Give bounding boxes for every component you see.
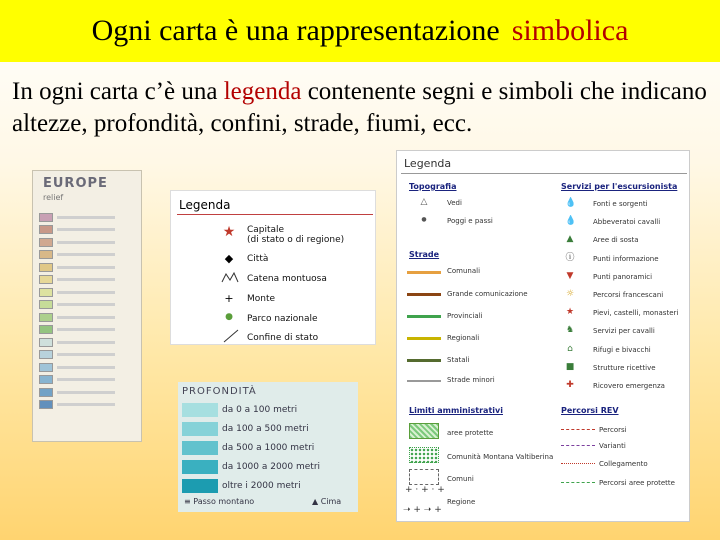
relief-label-placeholder xyxy=(57,341,115,344)
diamond-icon: ◆ xyxy=(224,252,234,265)
legend1-item-capitale xyxy=(247,225,344,245)
road-line-provinciali xyxy=(407,315,441,318)
peak-icon: ▲ xyxy=(312,497,321,506)
limiti-item: Comunità Montana Valtiberina xyxy=(447,453,554,461)
intro-highlight: legenda xyxy=(223,78,302,105)
limiti-item: Comuni xyxy=(447,475,474,483)
relief-label-placeholder xyxy=(57,303,115,306)
strade-item: Comunali xyxy=(447,267,481,275)
peak-label-text: Cima xyxy=(320,497,342,506)
road-line-statali xyxy=(407,359,441,362)
road-line-comunali xyxy=(407,271,441,274)
route-line-varianti xyxy=(561,445,595,446)
europe-subtitle: relief xyxy=(43,193,64,202)
service-icon: 💧 xyxy=(565,198,577,208)
relief-label-placeholder xyxy=(57,391,115,394)
legend2-title: Legenda xyxy=(404,157,452,170)
protected-area-swatch xyxy=(409,423,439,439)
relief-label-placeholder xyxy=(57,253,115,256)
pass-label-text: Passo montano xyxy=(193,497,255,506)
legend1-item-catena: Catena montuosa xyxy=(247,274,327,284)
relief-label-placeholder xyxy=(57,291,115,294)
pass-label xyxy=(184,497,254,506)
depth-row xyxy=(182,402,297,418)
title-main: Ogni carta è una rappresentazione xyxy=(91,14,500,47)
percorsi-item: Percorsi xyxy=(599,426,627,434)
relief-swatch-row xyxy=(39,361,115,374)
relief-swatch xyxy=(39,213,53,222)
relief-label-placeholder xyxy=(57,378,115,381)
legend1-item-monte: Monte xyxy=(247,294,276,304)
dot-icon: ● xyxy=(421,216,427,223)
service-icon: ▼ xyxy=(566,270,574,281)
servizi-item: Punti panoramici xyxy=(593,272,653,281)
depth-label: oltre i 2000 metri xyxy=(222,481,301,491)
relief-swatch-row xyxy=(39,249,115,262)
relief-swatch xyxy=(39,338,53,347)
legend1-divider xyxy=(177,214,373,215)
servizi-heading: Servizi per l'escursionista xyxy=(561,182,678,191)
percorsi-item: Collegamento xyxy=(599,460,648,468)
service-icon: ■ xyxy=(565,361,575,372)
route-line-aree-protette xyxy=(561,482,595,483)
servizi-item: Ricovero emergenza xyxy=(593,382,665,390)
limiti-item: aree protette xyxy=(447,429,494,437)
relief-swatch xyxy=(39,400,53,409)
relief-swatch-row xyxy=(39,336,115,349)
relief-swatch xyxy=(39,275,53,284)
europe-relief-legend xyxy=(32,170,142,442)
depth-swatch xyxy=(182,460,218,474)
relief-swatch-row xyxy=(39,286,115,299)
relief-swatch xyxy=(39,300,53,309)
depth-swatch xyxy=(182,479,218,493)
depth-row xyxy=(182,459,320,475)
depth-swatch xyxy=(182,422,218,436)
relief-swatch-row xyxy=(39,211,115,224)
servizi-item: Aree di sosta xyxy=(593,236,639,245)
depth-row xyxy=(182,440,314,456)
servizi-item: Punti informazione xyxy=(593,254,659,263)
triangle-icon: △ xyxy=(420,197,428,207)
service-icon: ✚ xyxy=(566,380,574,390)
legend1-title: Legenda xyxy=(179,198,231,212)
cross-icon: + xyxy=(224,292,234,305)
servizi-item: Strutture ricettive xyxy=(593,363,656,372)
route-line-percorsi xyxy=(561,429,595,430)
relief-swatch xyxy=(39,375,53,384)
relief-label-placeholder xyxy=(57,228,115,231)
relief-swatch-row xyxy=(39,311,115,324)
relief-swatch xyxy=(39,363,53,372)
title-highlight: simbolica xyxy=(511,14,629,47)
relief-swatch xyxy=(39,313,53,322)
depth-row xyxy=(182,478,301,494)
route-line-collegamento xyxy=(561,463,595,464)
relief-swatch xyxy=(39,250,53,259)
intro-before: In ogni carta c’è una xyxy=(12,78,224,105)
servizi-item: Pievi, castelli, monasteri xyxy=(593,309,679,318)
relief-swatch-row xyxy=(39,349,115,362)
service-icon: ▲ xyxy=(566,234,574,245)
slide-title xyxy=(0,0,720,62)
intro-after: contenente segni e simboli che indicano altezze, profondità, confini, strade, fiumi, ecc. xyxy=(12,78,707,137)
intro-text xyxy=(12,76,712,140)
percorsi-heading: Percorsi REV xyxy=(561,406,619,415)
relief-swatch xyxy=(39,388,53,397)
depth-label: da 1000 a 2000 metri xyxy=(222,462,321,472)
europe-swatch-list xyxy=(39,211,115,411)
limiti-heading: Limiti amministrativi xyxy=(409,406,503,415)
service-icon: ☼ xyxy=(565,289,575,299)
relief-swatch xyxy=(39,263,53,272)
topografia-heading: Topografia xyxy=(409,182,457,191)
boundary-cross-icon: + · + · + xyxy=(405,485,445,495)
depth-row xyxy=(182,421,309,437)
depth-label: da 100 a 500 metri xyxy=(222,424,309,434)
relief-swatch xyxy=(39,288,53,297)
service-icon: ⓘ xyxy=(565,252,575,263)
servizi-item: Rifugi e bivacchi xyxy=(593,345,651,354)
relief-swatch-row xyxy=(39,299,115,312)
relief-label-placeholder xyxy=(57,353,115,356)
service-icon: ⌂ xyxy=(567,343,573,354)
servizi-item: Abbeveratoi cavalli xyxy=(593,218,661,227)
service-icon: 💧 xyxy=(565,216,577,227)
dot-icon: ● xyxy=(225,312,233,322)
mountain-range-icon xyxy=(221,271,239,283)
relief-swatch-row xyxy=(39,399,115,412)
legend1-item-label: Capitale xyxy=(247,225,285,235)
relief-swatch xyxy=(39,325,53,334)
percorsi-item: Varianti xyxy=(599,442,626,450)
relief-swatch-row xyxy=(39,224,115,237)
depth-label: da 500 a 1000 metri xyxy=(222,443,315,453)
servizi-item: Fonti e sorgenti xyxy=(593,200,648,208)
relief-swatch-row xyxy=(39,261,115,274)
relief-swatch xyxy=(39,225,53,234)
relief-label-placeholder xyxy=(57,216,115,219)
depth-legend xyxy=(178,382,358,512)
strade-item: Strade minori xyxy=(447,376,495,384)
relief-swatch-row xyxy=(39,236,115,249)
topografia-item: Poggi e passi xyxy=(447,217,493,225)
relief-label-placeholder xyxy=(57,241,115,244)
legend-map-symbols xyxy=(170,190,376,345)
depth-swatch xyxy=(182,441,218,455)
strade-item: Statali xyxy=(447,356,470,364)
road-line-minori xyxy=(407,380,441,382)
relief-swatch xyxy=(39,350,53,359)
road-line-grande xyxy=(407,293,441,296)
depth-label: da 0 a 100 metri xyxy=(222,405,298,415)
legend1-item-citta: Città xyxy=(247,254,269,264)
relief-swatch xyxy=(39,238,53,247)
servizi-item: Percorsi francescani xyxy=(593,291,664,299)
strade-heading: Strade xyxy=(409,250,440,259)
relief-swatch-row xyxy=(39,374,115,387)
line-icon xyxy=(223,329,239,343)
legend2-divider xyxy=(401,173,687,174)
community-area-swatch xyxy=(409,447,439,463)
topografia-item: Vedi xyxy=(447,199,462,207)
star-icon: ★ xyxy=(222,224,236,240)
legend1-item-parco: Parco nazionale xyxy=(247,314,318,324)
legend1-item-confine: Confine di stato xyxy=(247,333,319,343)
depth-swatch xyxy=(182,403,218,417)
service-icon: ★ xyxy=(565,307,575,318)
relief-label-placeholder xyxy=(57,328,115,331)
depth-title: PROFONDITÀ xyxy=(182,386,257,397)
relief-swatch-row xyxy=(39,274,115,287)
servizi-item: Servizi per cavalli xyxy=(593,327,655,336)
europe-title: EUROPE xyxy=(43,176,108,191)
service-icon: ♞ xyxy=(565,325,575,336)
legend1-item-sublabel: (di stato o di regione) xyxy=(247,235,345,245)
relief-label-placeholder xyxy=(57,403,115,406)
peak-label xyxy=(312,497,341,506)
relief-label-placeholder xyxy=(57,366,115,369)
road-line-regionali xyxy=(407,337,441,340)
strade-item: Regionali xyxy=(447,334,480,342)
percorsi-item: Percorsi aree protette xyxy=(599,479,675,487)
relief-label-placeholder xyxy=(57,316,115,319)
strade-item: Provinciali xyxy=(447,312,483,320)
pass-icon: ≡ xyxy=(184,497,194,506)
legend-hiking-map xyxy=(396,150,690,522)
strade-item: Grande comunicazione xyxy=(447,290,528,298)
relief-swatch-row xyxy=(39,386,115,399)
relief-label-placeholder xyxy=(57,278,115,281)
relief-swatch-row xyxy=(39,324,115,337)
comuni-swatch xyxy=(409,469,439,485)
region-boundary-icon: ➝ + ➝ + xyxy=(403,505,442,515)
relief-label-placeholder xyxy=(57,266,115,269)
limiti-item: Regione xyxy=(447,498,476,506)
